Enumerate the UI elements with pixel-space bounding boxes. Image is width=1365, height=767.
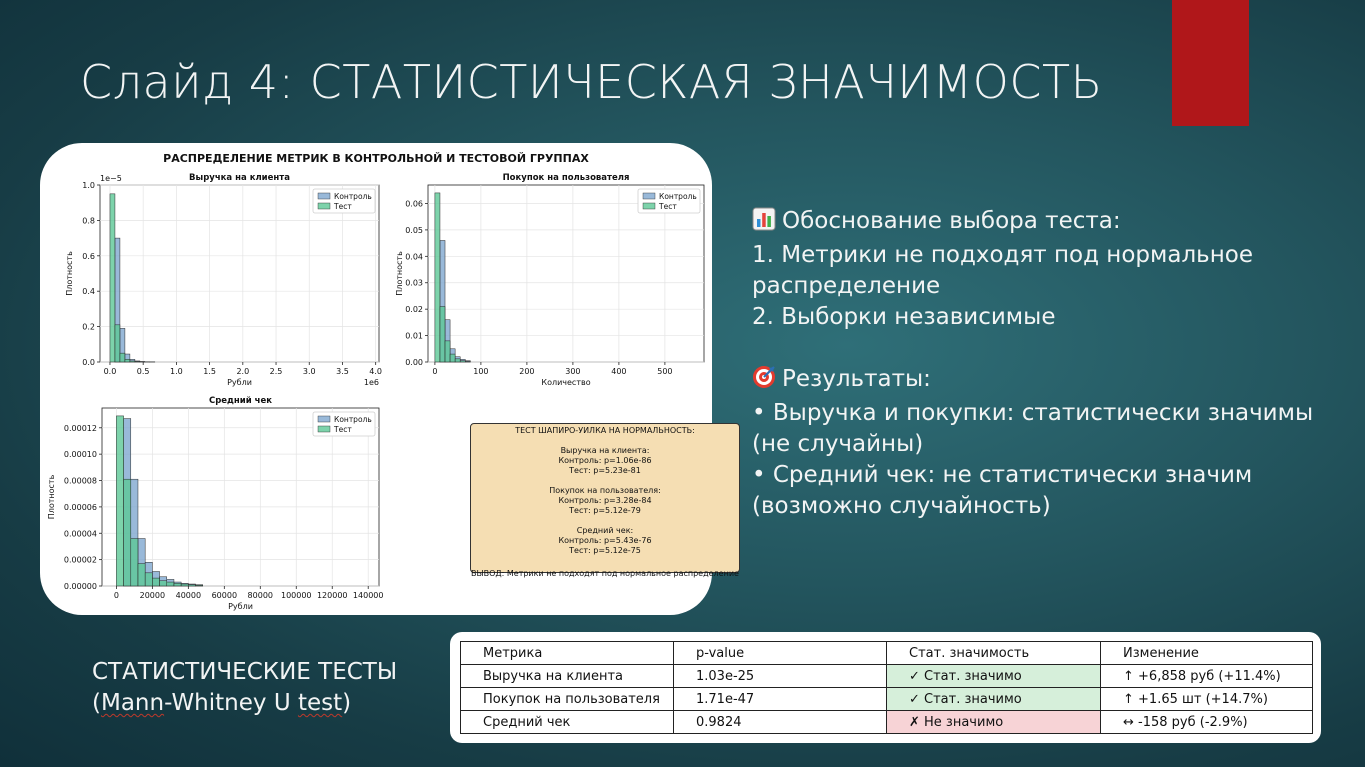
x-tick-label: 3.5	[336, 367, 349, 376]
shapiro-line: Покупок на пользователя:	[549, 486, 661, 495]
cell-significance: ✗ Не значимо	[887, 711, 1101, 734]
histogram-bar	[445, 341, 450, 362]
cell-p-value: 1.03e-25	[674, 665, 887, 688]
x-tick-label: 300	[565, 367, 581, 376]
subplot-title: Покупок на пользователя	[502, 173, 630, 183]
histogram-bar	[131, 539, 138, 586]
subplot-title: Средний чек	[208, 396, 273, 406]
spellcheck-word-test: test	[297, 690, 343, 716]
subplot-title: Выручка на клиента	[189, 173, 290, 183]
cell-significance: ✓ Стат. значимо	[887, 665, 1101, 688]
histogram-bar	[138, 564, 145, 586]
legend-label-test: Тест	[334, 202, 352, 211]
y-tick-label: 0.00002	[63, 555, 97, 565]
histogram-bar	[152, 578, 159, 586]
legend-swatch-control	[643, 193, 655, 199]
legend-swatch-control	[318, 193, 330, 199]
results-table	[460, 641, 1313, 734]
legend-swatch-test	[318, 203, 330, 209]
histogram-bar	[435, 193, 440, 362]
y-axis-label: Плотность	[395, 251, 404, 296]
x-tick-label: 0.0	[103, 367, 117, 376]
shapiro-line: ВЫВОД: Метрики не подходят под нормальное распределение	[471, 569, 739, 578]
histogram-bar	[120, 353, 125, 362]
cell-change: ↑ +6,858 руб (+11.4%)	[1101, 665, 1313, 688]
x-tick-label: 0	[432, 367, 438, 376]
table-row	[461, 665, 1313, 688]
histogram-bar	[135, 361, 140, 362]
x-tick-label: 1.5	[203, 367, 216, 376]
histogram-bar	[460, 361, 465, 362]
x-tick-label: 0.5	[136, 367, 150, 376]
x-tick-label: 20000	[139, 591, 166, 600]
header-change: Изменение	[1101, 642, 1313, 665]
shapiro-line	[471, 516, 739, 526]
y-tick-label: 0.04	[405, 252, 423, 262]
y-tick-label: 0.6	[82, 251, 95, 261]
histogram-bar	[181, 584, 188, 586]
histogram-bar	[160, 581, 167, 586]
x-axis-label: Рубли	[228, 602, 253, 611]
histogram-bar	[196, 585, 203, 586]
x-tick-label: 100000	[280, 591, 312, 600]
legend-swatch-control	[318, 416, 330, 422]
histogram-bar	[145, 573, 152, 586]
header-p-value: p-value	[674, 642, 887, 665]
y-tick-label: 0.00008	[63, 476, 97, 486]
shapiro-wilk-box	[470, 423, 740, 578]
header-metric: Метрика	[461, 642, 674, 665]
x-tick-label: 400	[611, 367, 627, 376]
histogram-bar	[455, 359, 460, 362]
shapiro-line: Тест: p=5.23e-81	[569, 466, 641, 475]
cell-metric: Средний чек	[461, 711, 674, 734]
y-tick-label: 0.03	[405, 278, 423, 288]
y-tick-label: 0.02	[405, 305, 423, 315]
x-tick-label: 120000	[316, 591, 348, 600]
shapiro-line: Контроль: p=3.28e-84	[558, 496, 652, 505]
x-tick-label: 2.0	[236, 367, 250, 376]
y-tick-label: 0.00010	[63, 450, 97, 460]
tests-caption-line2: (Mann-Whitney U test)	[92, 690, 352, 716]
x-tick-label: 140000	[352, 591, 384, 600]
y-tick-label: 0.4	[82, 287, 95, 297]
legend-label-test: Тест	[334, 425, 352, 434]
histogram-bar	[124, 479, 131, 586]
rationale-heading: Обоснование выбора теста:	[782, 208, 1121, 234]
header-significance: Стат. значимость	[887, 642, 1101, 665]
results-line-1: • Выручка и покупки: статистически значимы (не случайны)	[752, 400, 1314, 457]
legend-label-control: Контроль	[334, 415, 372, 424]
spellcheck-word-mann: Mann	[100, 690, 165, 716]
x-axis-label: Количество	[541, 378, 591, 387]
histogram-figure	[40, 143, 739, 615]
x-tick-label: 40000	[175, 591, 202, 600]
x-tick-label: 200	[519, 367, 535, 376]
x-tick-label: 2.5	[269, 367, 283, 376]
histogram-bar	[130, 361, 135, 362]
legend-swatch-test	[643, 203, 655, 209]
cell-p-value: 1.71e-47	[674, 688, 887, 711]
y-tick-label: 0.05	[405, 225, 423, 235]
y-tick-label: 0.00000	[63, 582, 97, 591]
histogram-bar	[174, 583, 181, 586]
rationale-line-1: 1. Метрики не подходят под нормальное распределение	[752, 242, 1253, 299]
shapiro-line: Выручка на клиента:	[560, 446, 650, 455]
histogram-bar	[450, 354, 455, 362]
shapiro-line	[471, 476, 739, 486]
cell-change: ↔ -158 руб (-2.9%)	[1101, 711, 1313, 734]
histogram-bar	[110, 194, 115, 362]
shapiro-line: Тест: p=5.12e-79	[569, 506, 641, 515]
results-line-2: • Средний чек: не статистически значим (возможно случайность)	[752, 462, 1253, 519]
y-tick-label: 0.06	[405, 199, 423, 209]
cell-metric: Покупок на пользователя	[461, 688, 674, 711]
cell-change: ↑ +1.65 шт (+14.7%)	[1101, 688, 1313, 711]
x-offset-label: 1e6	[363, 378, 379, 387]
target-icon	[752, 365, 776, 398]
histogram-bar	[465, 361, 470, 362]
legend-swatch-test	[318, 426, 330, 432]
x-tick-label: 60000	[211, 591, 238, 600]
cell-metric: Выручка на клиента	[461, 665, 674, 688]
table-row	[461, 688, 1313, 711]
legend-label-control: Контроль	[334, 192, 372, 201]
y-tick-label: 0.00	[405, 358, 423, 367]
test-rationale-panel	[752, 206, 1352, 522]
shapiro-line: Контроль: p=5.43e-76	[558, 536, 652, 545]
y-tick-label: 0.00004	[63, 529, 97, 539]
y-tick-label: 0.0	[82, 358, 95, 367]
bar-chart-icon	[752, 207, 776, 240]
results-heading: Результаты:	[782, 366, 931, 392]
legend-label-test: Тест	[659, 202, 677, 211]
x-tick-label: 80000	[247, 591, 274, 600]
y-tick-label: 1.0	[82, 181, 95, 190]
accent-rectangle	[1172, 0, 1249, 126]
histogram-bar	[167, 582, 174, 586]
table-header-row	[461, 642, 1313, 665]
histogram-bar	[115, 325, 120, 362]
shapiro-line: ТЕСТ ШАПИРО-УИЛКА НА НОРМАЛЬНОСТЬ:	[515, 426, 695, 435]
y-tick-label: 0.2	[82, 322, 95, 332]
y-tick-label: 0.00006	[63, 502, 97, 512]
histogram-bar	[440, 307, 445, 362]
cell-p-value: 0.9824	[674, 711, 887, 734]
x-tick-label: 4.0	[369, 367, 383, 376]
x-tick-label: 0	[113, 591, 119, 600]
y-axis-label: Плотность	[65, 251, 74, 296]
slide-title: Слайд 4: СТАТИСТИЧЕСКАЯ ЗНАЧИМОСТЬ	[80, 55, 1103, 109]
tests-caption	[92, 657, 397, 719]
histogram-bar	[125, 359, 130, 362]
y-axis-label: Плотность	[47, 474, 56, 520]
x-tick-label: 500	[657, 367, 673, 376]
shapiro-line	[471, 556, 739, 566]
y-tick-label: 0.01	[405, 331, 423, 341]
y-tick-label: 0.00012	[63, 423, 97, 433]
results-heading-line	[752, 364, 1352, 398]
figure-suptitle: РАСПРЕДЕЛЕНИЕ МЕТРИК В КОНТРОЛЬНОЙ И ТЕСТОВОЙ ГРУППАХ	[163, 152, 589, 165]
y-offset-label: 1e−5	[100, 174, 122, 183]
shapiro-line: Тест: p=5.12e-75	[569, 546, 641, 555]
rationale-heading-line	[752, 206, 1352, 240]
rationale-line-2: 2. Выборки независимые	[752, 304, 1056, 330]
table-row	[461, 711, 1313, 734]
histogram-bar	[188, 585, 195, 586]
x-axis-label: Рубли	[227, 378, 252, 387]
x-tick-label: 1.0	[170, 367, 183, 376]
cell-significance: ✓ Стат. значимо	[887, 688, 1101, 711]
legend-label-control: Контроль	[659, 192, 697, 201]
x-tick-label: 100	[473, 367, 489, 376]
x-tick-label: 3.0	[302, 367, 316, 376]
y-tick-label: 0.8	[82, 216, 95, 226]
shapiro-line: Средний чек:	[576, 526, 634, 535]
tests-caption-line1: СТАТИСТИЧЕСКИЕ ТЕСТЫ	[92, 659, 398, 685]
shapiro-line	[471, 436, 739, 446]
shapiro-line: Контроль: p=1.06e-86	[558, 456, 652, 465]
histogram-bar	[116, 416, 123, 586]
